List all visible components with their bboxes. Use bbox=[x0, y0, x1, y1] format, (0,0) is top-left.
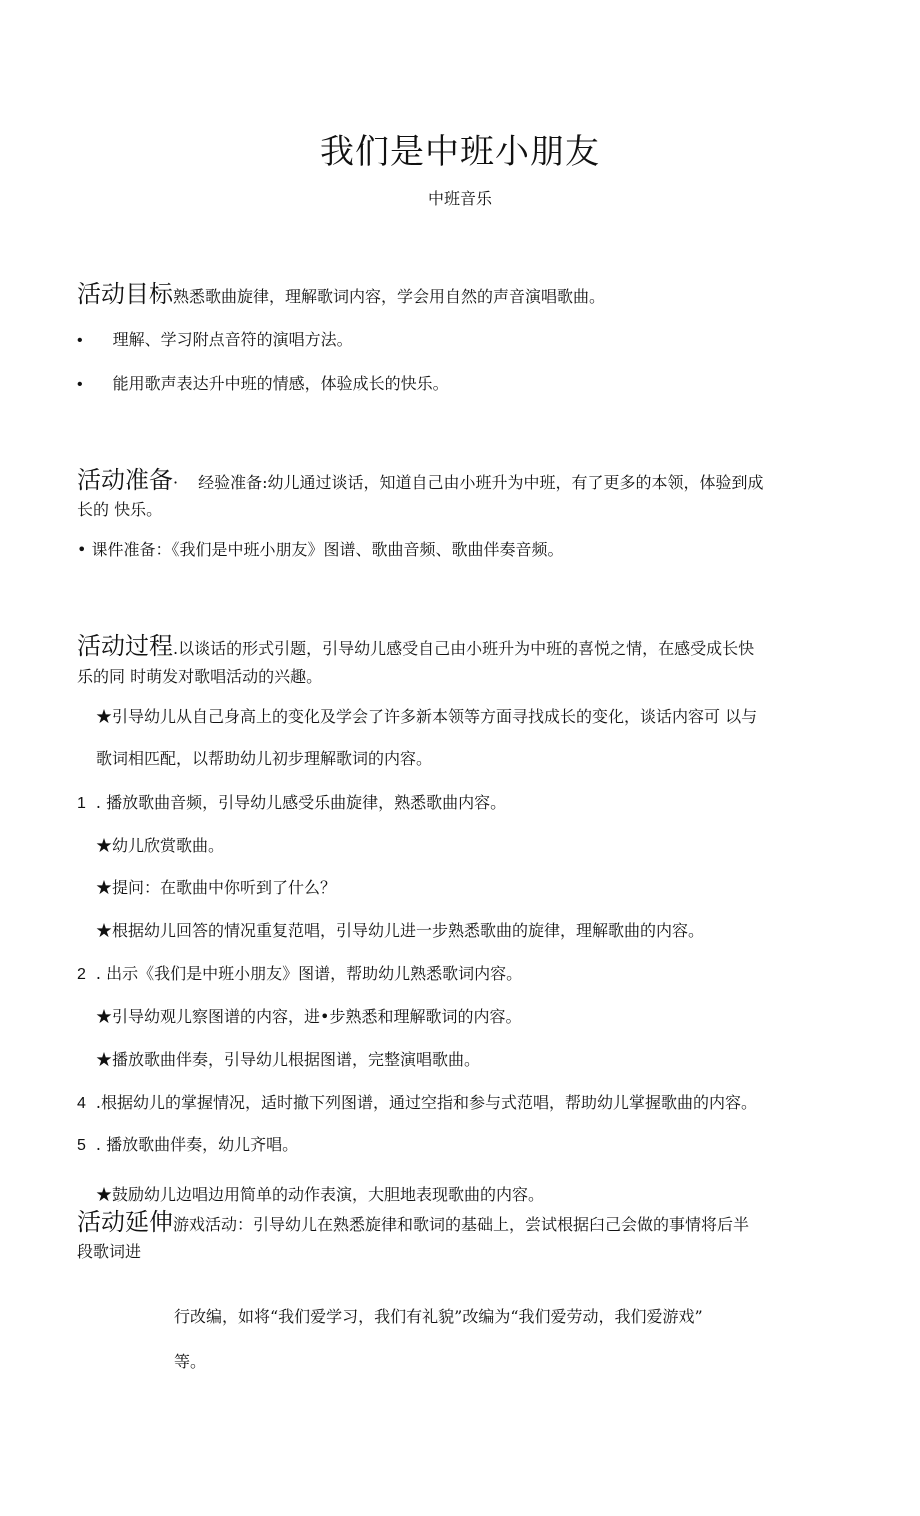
goals-bullet-1 bbox=[77, 328, 353, 353]
process-star-1b: 歌词相匹配，以帮助幼儿初步理解歌词的内容。 bbox=[96, 749, 433, 768]
process-star-1a: ★引导幼儿从自己身高上的变化及学会了许多新本领等方面寻找成长的变化，谈话内容可 以与 bbox=[96, 707, 758, 726]
step-text: . 播放歌曲伴奏，幼儿齐唱。 bbox=[95, 1135, 299, 1154]
step-star: ★提问：在歌曲中你听到了什么？ bbox=[96, 878, 337, 897]
step-number: 1 bbox=[77, 795, 86, 812]
extension-line-1: 游戏活动：引导幼儿在熟悉旋律和歌词的基础上，尝试根据臼己会做的事情将后半 bbox=[173, 1215, 750, 1234]
extension-line-3: 行改编，如将“我们爱学习，我们有礼貌”改编为“我们爱劳动，我们爱游戏” bbox=[174, 1307, 703, 1326]
step-item bbox=[77, 962, 522, 987]
process-line-2: 乐的同 时萌发对歌唱活动的兴趣。 bbox=[77, 667, 323, 686]
page-title: 我们是中班小朋友 bbox=[320, 132, 600, 172]
step-item bbox=[77, 1133, 298, 1158]
step-number: 4 bbox=[77, 1095, 86, 1112]
prep-line-1: 经验准备:幼儿通过谈话，知道自己由小班升为中班，有了更多的本领，体验到成 bbox=[198, 473, 764, 492]
prep-bullet: • 课件准备：《我们是中班小朋友》图谱、歌曲音频、歌曲伴奏音频。 bbox=[77, 540, 564, 559]
step-star: ★引导幼观儿察图谱的内容，进•步熟悉和理解歌词的内容。 bbox=[96, 1007, 522, 1026]
prep-section bbox=[77, 468, 764, 495]
prep-mark: · bbox=[173, 473, 179, 492]
extension-line-2: 段歌词进 bbox=[77, 1242, 142, 1261]
extension-section bbox=[77, 1210, 749, 1237]
extension-line-4: 等。 bbox=[174, 1352, 207, 1371]
process-section bbox=[77, 634, 754, 661]
step-star: ★根据幼儿回答的情况重复范唱，引导幼儿进一步熟悉歌曲的旋律，理解歌曲的内容。 bbox=[96, 921, 705, 940]
step-star: ★幼儿欣赏歌曲。 bbox=[96, 836, 225, 855]
goals-section bbox=[77, 282, 605, 309]
goals-lead: 熟悉歌曲旋律，理解歌词内容，学会用自然的声音演唱歌曲。 bbox=[173, 287, 606, 306]
bullet-dot-icon: • bbox=[77, 332, 83, 349]
goals-bullet-text: 能用歌声表达升中班的情感，体验成长的快乐。 bbox=[112, 374, 449, 393]
goals-bullet-text: 理解、学习附点音符的演唱方法。 bbox=[112, 330, 353, 349]
goals-bullet-2 bbox=[77, 372, 449, 397]
prep-line-2: 长的 快乐。 bbox=[77, 500, 163, 519]
process-line-1: .以谈话的形式引题，引导幼儿感受自己由小班升为中班的喜悦之情，在感受成长快 bbox=[173, 639, 755, 658]
step-text: . 播放歌曲音频，引导幼儿感受乐曲旋律，熟悉歌曲内容。 bbox=[95, 793, 507, 812]
bullet-dot-icon: • bbox=[77, 376, 83, 393]
prep-heading: 活动准备 bbox=[77, 466, 173, 494]
step-star: ★鼓励幼儿边唱边用简单的动作表演，大胆地表现歌曲的内容。 bbox=[96, 1185, 545, 1204]
step-number: 2 bbox=[77, 966, 86, 983]
process-heading: 活动过程 bbox=[77, 632, 173, 660]
goals-heading: 活动目标 bbox=[77, 280, 173, 308]
step-item bbox=[77, 1091, 757, 1116]
step-item bbox=[77, 791, 506, 816]
step-text: . 出示《我们是中班小朋友》图谱，帮助幼儿熟悉歌词内容。 bbox=[95, 964, 523, 983]
step-text: .根据幼儿的掌握情况，适时撤下列图谱，通过空指和参与式范唱，帮助幼儿掌握歌曲的内容。 bbox=[95, 1093, 757, 1112]
step-star: ★播放歌曲伴奏，引导幼儿根据图谱，完整演唱歌曲。 bbox=[96, 1050, 481, 1069]
page-subtitle: 中班音乐 bbox=[427, 189, 492, 208]
step-number: 5 bbox=[77, 1137, 86, 1154]
extension-heading: 活动延伸 bbox=[77, 1208, 173, 1236]
